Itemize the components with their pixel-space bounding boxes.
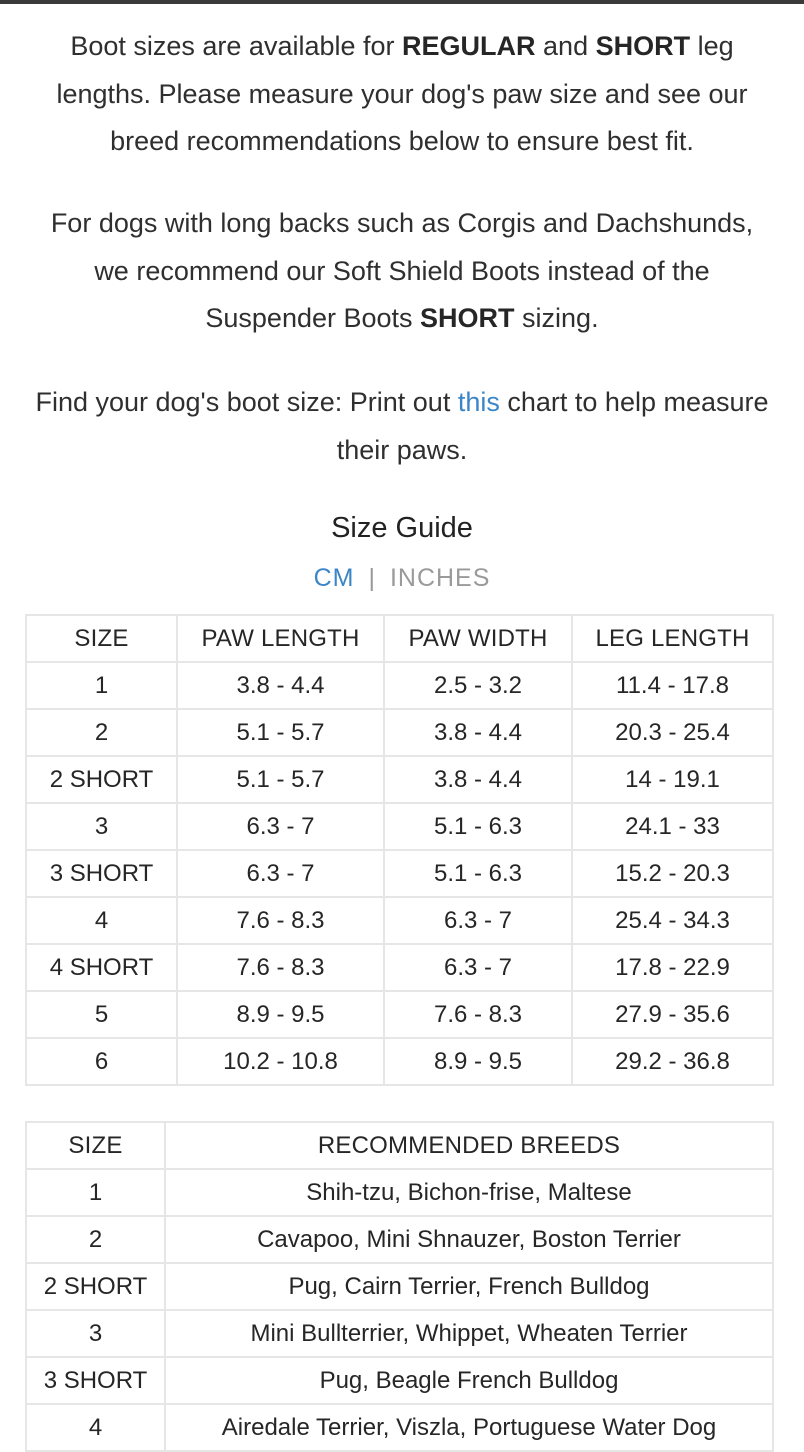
paw-width-cell: 5.1 - 6.3 xyxy=(384,803,572,850)
intro-text: leg lengths. Please measure your dog's paw size and see our breed recommendations below to ensure best fit. xyxy=(56,31,748,156)
intro-paragraph-long-backs xyxy=(40,200,764,343)
size-cell: 2 xyxy=(26,709,177,756)
paw-length-cell: 3.8 - 4.4 xyxy=(177,662,384,709)
table-row xyxy=(26,803,773,850)
size-cell: 1 xyxy=(26,1169,165,1216)
short-emphasis: SHORT xyxy=(595,31,691,61)
paw-length-cell: 5.1 - 5.7 xyxy=(177,709,384,756)
leg-length-cell: 20.3 - 25.4 xyxy=(572,709,773,756)
leg-length-cell: 24.1 - 33 xyxy=(572,803,773,850)
leg-length-cell: 29.2 - 36.8 xyxy=(572,1038,773,1085)
column-header-size: SIZE xyxy=(26,1122,165,1169)
paw-length-cell: 10.2 - 10.8 xyxy=(177,1038,384,1085)
intro-text: and xyxy=(535,31,596,61)
table-row xyxy=(26,1357,773,1404)
table-row xyxy=(26,662,773,709)
paw-width-cell: 5.1 - 6.3 xyxy=(384,850,572,897)
size-cell: 3 SHORT xyxy=(26,1357,165,1404)
breeds-cell: Pug, Cairn Terrier, French Bulldog xyxy=(165,1263,773,1310)
size-cell: 5 xyxy=(26,991,177,1038)
size-cell: 6 xyxy=(26,1038,177,1085)
short-emphasis: SHORT xyxy=(420,303,515,333)
size-cell: 4 xyxy=(26,1404,165,1451)
breed-table-header-row xyxy=(26,1122,773,1169)
leg-length-cell: 14 - 19.1 xyxy=(572,756,773,803)
leg-length-cell: 15.2 - 20.3 xyxy=(572,850,773,897)
size-cell: 4 SHORT xyxy=(26,944,177,991)
table-row xyxy=(26,756,773,803)
size-cell: 2 SHORT xyxy=(26,1263,165,1310)
table-row xyxy=(26,1216,773,1263)
long-backs-text: sizing. xyxy=(514,303,599,333)
leg-length-cell: 11.4 - 17.8 xyxy=(572,662,773,709)
column-header-paw-length: PAW LENGTH xyxy=(177,615,384,662)
paw-length-cell: 6.3 - 7 xyxy=(177,850,384,897)
intro-paragraph-sizes xyxy=(20,23,784,166)
paw-width-cell: 6.3 - 7 xyxy=(384,944,572,991)
table-row xyxy=(26,709,773,756)
paw-length-cell: 8.9 - 9.5 xyxy=(177,991,384,1038)
print-chart-text: Find your dog's boot size: Print out xyxy=(35,387,458,417)
table-row xyxy=(26,897,773,944)
paw-width-cell: 7.6 - 8.3 xyxy=(384,991,572,1038)
breeds-cell: Mini Bullterrier, Whippet, Wheaten Terrier xyxy=(165,1310,773,1357)
table-row xyxy=(26,1169,773,1216)
size-cell: 3 xyxy=(26,1310,165,1357)
table-row xyxy=(26,944,773,991)
table-row xyxy=(26,850,773,897)
breeds-cell: Pug, Beagle French Bulldog xyxy=(165,1357,773,1404)
breeds-cell: Airedale Terrier, Viszla, Portuguese Water Dog xyxy=(165,1404,773,1451)
paw-width-cell: 8.9 - 9.5 xyxy=(384,1038,572,1085)
table-row xyxy=(26,991,773,1038)
size-cell: 3 SHORT xyxy=(26,850,177,897)
leg-length-cell: 27.9 - 35.6 xyxy=(572,991,773,1038)
paw-length-cell: 7.6 - 8.3 xyxy=(177,944,384,991)
long-backs-text: For dogs with long backs such as Corgis and Dachshunds, we recommend our Soft Shield Boots instead of the Suspender Boots xyxy=(50,208,754,333)
size-cell: 2 xyxy=(26,1216,165,1263)
unit-separator: | xyxy=(368,564,376,592)
size-table xyxy=(25,614,774,1086)
breeds-cell: Cavapoo, Mini Shnauzer, Boston Terrier xyxy=(165,1216,773,1263)
column-header-recommended-breeds: RECOMMENDED BREEDS xyxy=(165,1122,773,1169)
paw-length-cell: 6.3 - 7 xyxy=(177,803,384,850)
column-header-paw-width: PAW WIDTH xyxy=(384,615,572,662)
intro-text: Boot sizes are available for xyxy=(70,31,403,61)
table-row xyxy=(26,1404,773,1451)
paw-length-cell: 7.6 - 8.3 xyxy=(177,897,384,944)
unit-toggle xyxy=(0,560,804,596)
paw-width-cell: 2.5 - 3.2 xyxy=(384,662,572,709)
size-cell: 3 xyxy=(26,803,177,850)
paw-width-cell: 3.8 - 4.4 xyxy=(384,756,572,803)
unit-inches-tab[interactable]: INCHES xyxy=(389,564,491,592)
paw-width-cell: 3.8 - 4.4 xyxy=(384,709,572,756)
size-cell: 2 SHORT xyxy=(26,756,177,803)
size-guide-title: Size Guide xyxy=(331,512,473,544)
size-table-header-row xyxy=(26,615,773,662)
intro-paragraph-print-chart xyxy=(20,379,784,474)
column-header-leg-length: LEG LENGTH xyxy=(572,615,773,662)
regular-emphasis: REGULAR xyxy=(402,31,536,61)
table-row xyxy=(26,1038,773,1085)
leg-length-cell: 25.4 - 34.3 xyxy=(572,897,773,944)
table-row xyxy=(26,1310,773,1357)
paw-width-cell: 6.3 - 7 xyxy=(384,897,572,944)
print-chart-text: chart to help measure their paws. xyxy=(336,387,769,465)
size-cell: 1 xyxy=(26,662,177,709)
leg-length-cell: 17.8 - 22.9 xyxy=(572,944,773,991)
top-border xyxy=(0,0,804,4)
size-cell: 4 xyxy=(26,897,177,944)
paw-length-cell: 5.1 - 5.7 xyxy=(177,756,384,803)
column-header-size: SIZE xyxy=(26,615,177,662)
unit-cm-tab[interactable]: CM xyxy=(313,564,355,592)
breed-table xyxy=(25,1121,774,1452)
table-row xyxy=(26,1263,773,1310)
breeds-cell: Shih-tzu, Bichon-frise, Maltese xyxy=(165,1169,773,1216)
print-chart-link[interactable]: this xyxy=(457,387,500,417)
